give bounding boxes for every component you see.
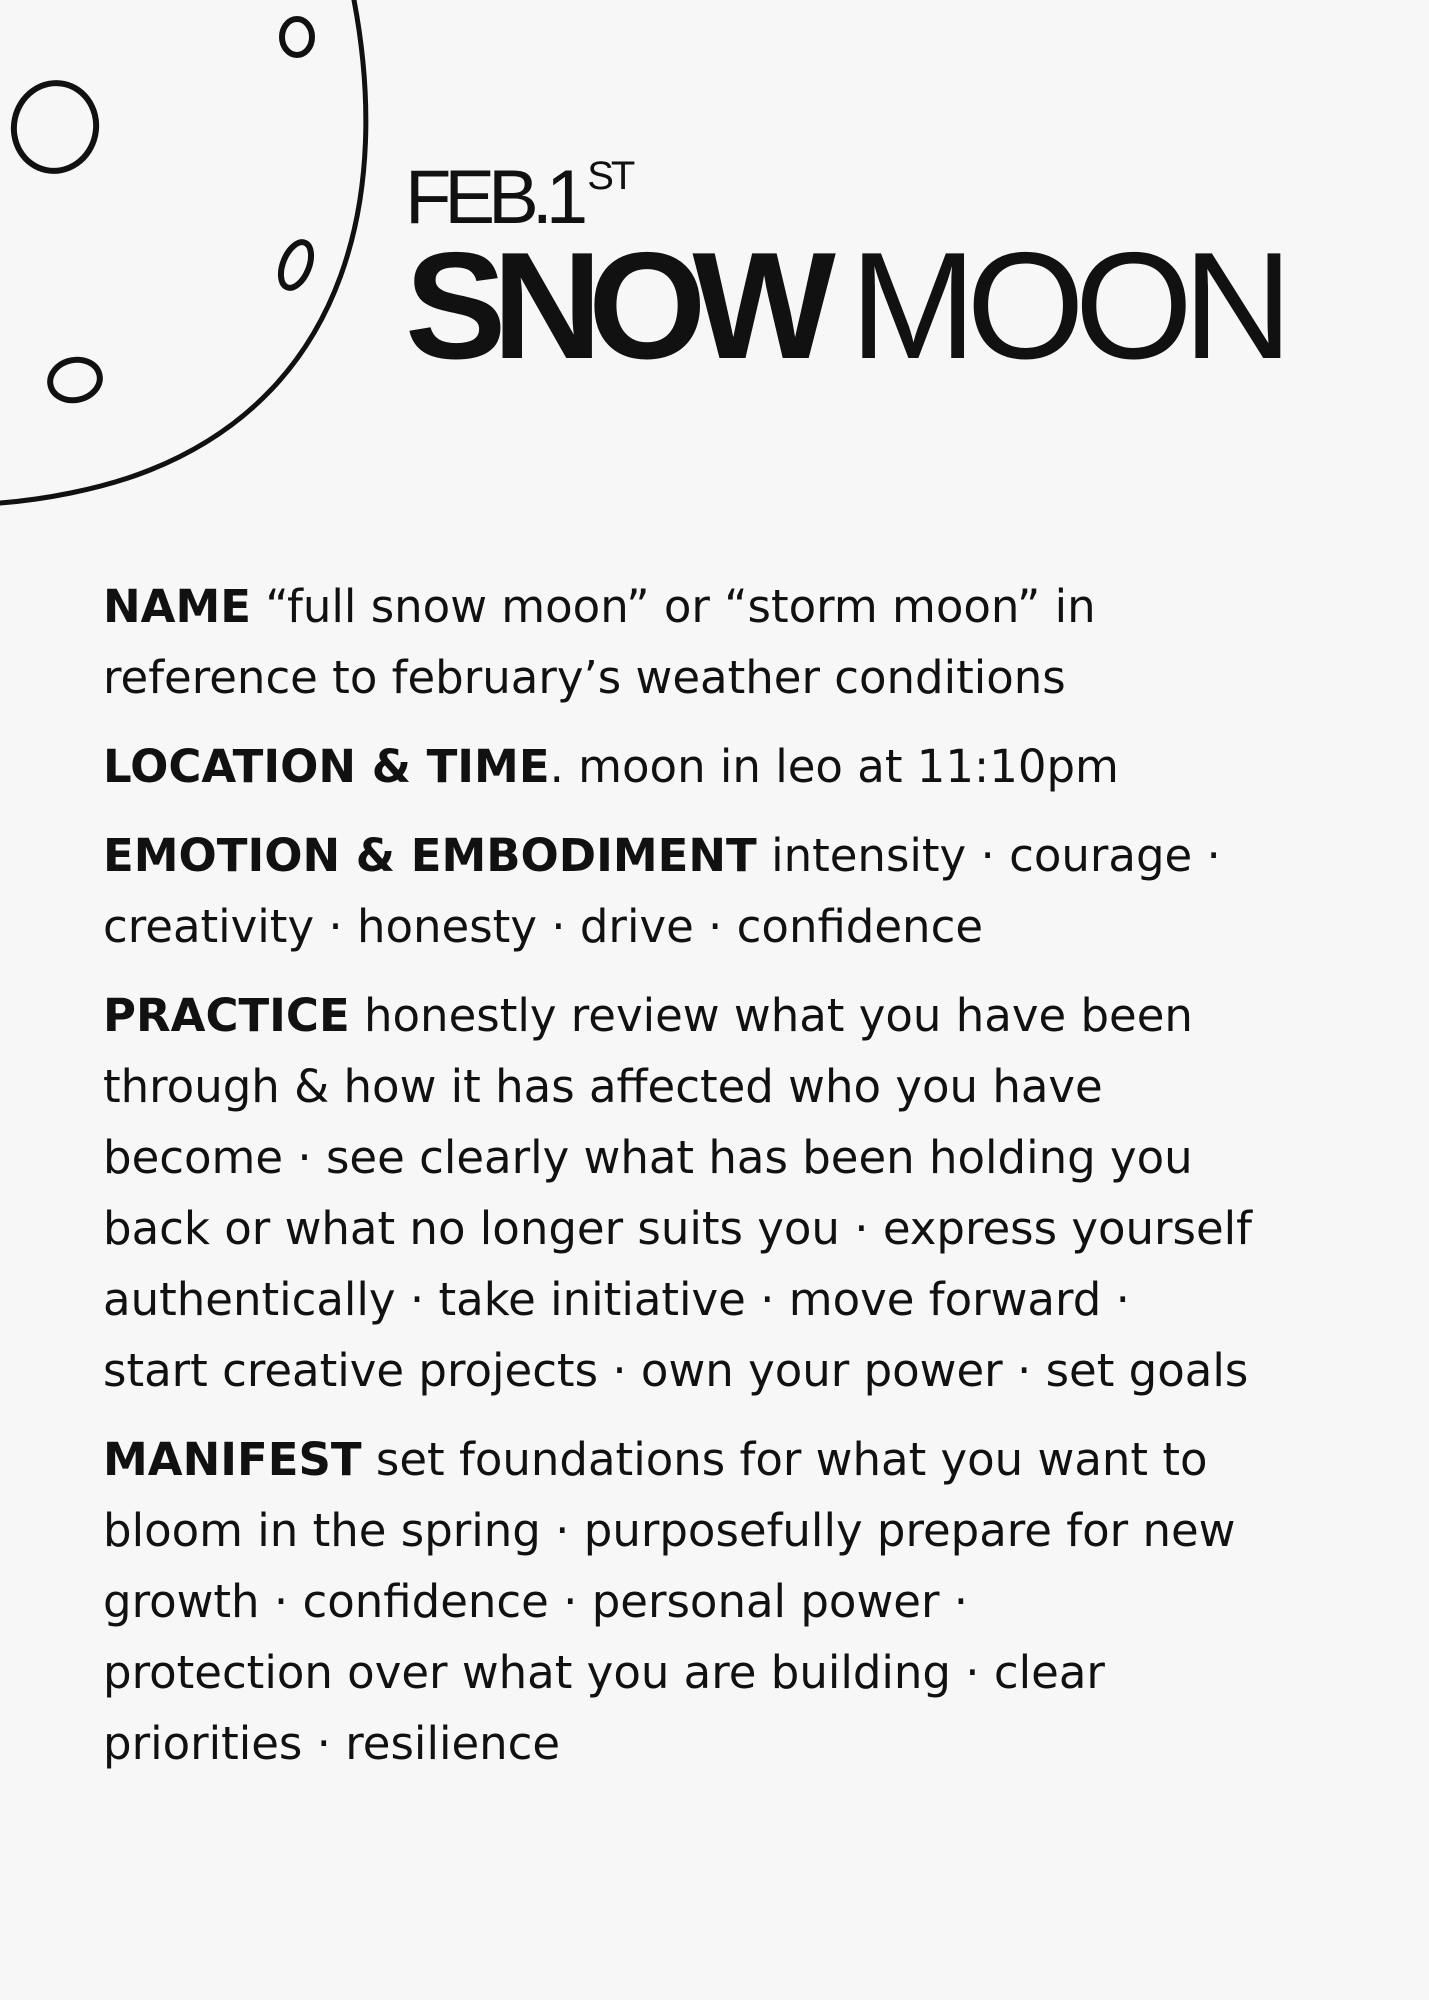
- section-line: back or what no longer suits you · express yourself: [103, 1202, 1252, 1255]
- section-label: PRACTICE: [103, 989, 350, 1042]
- section-line: [103, 731, 1363, 802]
- section-line: through & how it has affected who you have: [103, 1060, 1103, 1113]
- practice-section: [103, 980, 1363, 1406]
- section-label: NAME: [103, 580, 252, 633]
- moon-crater-top: [282, 19, 312, 55]
- date-ordinal-suffix: ST: [587, 154, 633, 198]
- moon-crater-middle: [275, 238, 317, 292]
- section-line: [103, 571, 1363, 642]
- section-line: start creative projects · own your power · set goals: [103, 1344, 1249, 1397]
- manifest-section: [103, 1424, 1363, 1779]
- section-label: LOCATION & TIME: [103, 740, 550, 793]
- moon-crater-large: [6, 75, 105, 178]
- section-line: become · see clearly what has been holding you: [103, 1131, 1193, 1184]
- section-line: [103, 1424, 1363, 1495]
- moon-outline-illustration: [0, 0, 420, 520]
- section-line: protection over what you are building · clear: [103, 1646, 1105, 1699]
- section-text: honestly review what you have been: [349, 989, 1193, 1042]
- section-line: [103, 980, 1363, 1051]
- date-text: FEB.1: [405, 155, 582, 240]
- section-line: growth · confidence · personal power ·: [103, 1575, 969, 1628]
- section-label: EMOTION & EMBODIMENT: [103, 829, 757, 882]
- section-line: bloom in the spring · purposefully prepare for new: [103, 1504, 1236, 1557]
- header: [405, 154, 1283, 391]
- section-text: . moon in leo at 11:10pm: [549, 740, 1119, 793]
- location-time-section: [103, 731, 1363, 802]
- title-bold-word: SNOW: [405, 221, 822, 391]
- section-text: intensity · courage ·: [756, 829, 1221, 882]
- title-regular-word: MOON: [849, 221, 1283, 391]
- section-line: reference to february’s weather conditions: [103, 651, 1066, 704]
- section-text: set foundations for what you want to: [361, 1433, 1208, 1486]
- section-line: priorities · resilience: [103, 1717, 561, 1770]
- section-label: MANIFEST: [103, 1433, 362, 1486]
- moon-crater-small: [46, 355, 103, 405]
- section-text: “full snow moon” or “storm moon” in: [251, 580, 1096, 633]
- section-line: authentically · take initiative · move forward ·: [103, 1273, 1130, 1326]
- page-title: [405, 221, 1283, 391]
- section-line: creativity · honesty · drive · confidence: [103, 900, 984, 953]
- name-section: [103, 571, 1363, 713]
- section-line: [103, 820, 1363, 891]
- emotion-embodiment-section: [103, 820, 1363, 962]
- moon-details: [103, 571, 1363, 1797]
